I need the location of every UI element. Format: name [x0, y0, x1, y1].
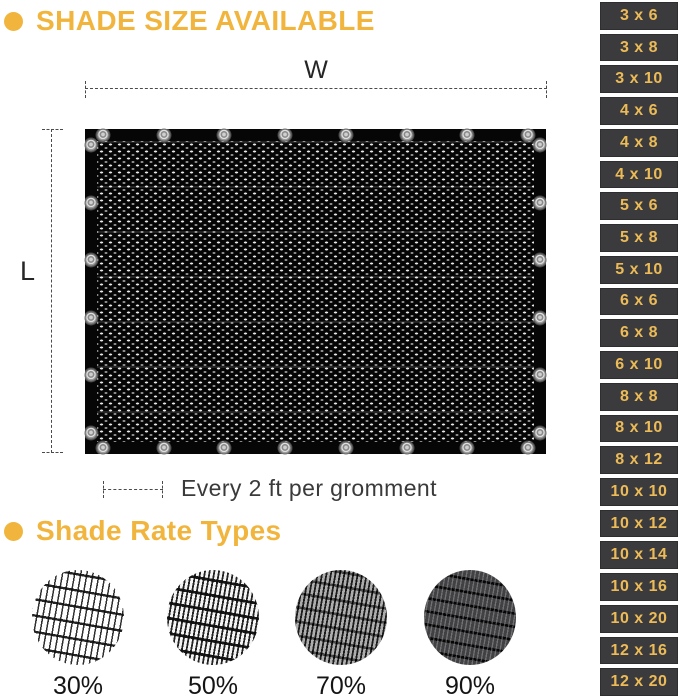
grommet-icon	[535, 255, 546, 266]
grommet-icon	[219, 130, 230, 141]
size-option: 3 x 10	[600, 65, 678, 93]
shade-rate-item-70	[295, 570, 387, 698]
size-option: 4 x 10	[600, 161, 678, 189]
grommet-icon	[86, 428, 97, 439]
size-option: 4 x 8	[600, 129, 678, 157]
grommet-icon	[535, 370, 546, 381]
bullet-icon	[4, 12, 23, 31]
grommet-icon	[86, 370, 97, 381]
grommet-spacing-bracket	[103, 481, 163, 498]
width-dimension-line	[85, 88, 547, 90]
length-dimension-label: L	[20, 256, 36, 286]
width-dimension-label: W	[304, 56, 328, 84]
grommet-icon	[462, 130, 473, 141]
size-option: 8 x 8	[600, 383, 678, 411]
grommet-icon	[98, 443, 109, 454]
size-option: 8 x 10	[600, 415, 678, 443]
bullet-icon	[4, 522, 23, 541]
grommet-icon	[98, 130, 109, 141]
size-option: 5 x 6	[600, 192, 678, 220]
grommet-icon	[462, 443, 473, 454]
shade-net-diagram	[85, 129, 546, 454]
grommet-icon	[535, 197, 546, 208]
grommet-icon	[219, 443, 230, 454]
grommet-icon	[158, 443, 169, 454]
shade-rate-item-90	[424, 570, 516, 698]
size-option: 4 x 6	[600, 97, 678, 125]
grommet-icon	[86, 312, 97, 323]
grommet-icon	[280, 443, 291, 454]
size-option: 10 x 16	[600, 573, 678, 601]
size-option: 6 x 6	[600, 288, 678, 316]
shade-rate-title: Shade Rate Types	[36, 515, 282, 546]
mesh-sample-50-icon	[167, 570, 259, 665]
grommet-icon	[401, 443, 412, 454]
grommet-icon	[522, 130, 533, 141]
mesh-sample-30-icon	[32, 570, 124, 665]
mesh-sample-70-icon	[295, 570, 387, 665]
size-option: 6 x 10	[600, 351, 678, 379]
page-title: SHADE SIZE AVAILABLE	[36, 5, 375, 36]
grommet-icon	[280, 130, 291, 141]
grommet-icon	[86, 255, 97, 266]
page-title-row	[4, 5, 375, 37]
size-option: 10 x 20	[600, 605, 678, 633]
grommet-spacing-note: Every 2 ft per gromment	[181, 475, 437, 501]
mesh-sample-90-icon	[424, 570, 516, 665]
shade-rate-label: 30%	[52, 672, 104, 698]
size-option: 10 x 14	[600, 541, 678, 569]
grommet-icon	[401, 130, 412, 141]
shade-rate-label: 90%	[444, 672, 496, 698]
size-option: 5 x 10	[600, 256, 678, 284]
shade-rate-item-50	[167, 570, 259, 698]
size-option: 12 x 20	[600, 668, 678, 696]
shade-rate-title-row	[4, 515, 282, 547]
size-option: 10 x 10	[600, 478, 678, 506]
grommet-layer	[85, 129, 546, 454]
size-option: 8 x 12	[600, 446, 678, 474]
grommet-icon	[158, 130, 169, 141]
length-dimension-line	[51, 129, 53, 453]
grommet-icon	[86, 140, 97, 151]
shade-rate-item-30	[32, 570, 124, 698]
grommet-icon	[535, 312, 546, 323]
shade-rate-label: 50%	[187, 672, 239, 698]
size-option: 6 x 8	[600, 319, 678, 347]
grommet-icon	[340, 130, 351, 141]
grommet-icon	[535, 428, 546, 439]
size-option: 10 x 12	[600, 510, 678, 538]
size-option: 12 x 16	[600, 637, 678, 665]
grommet-icon	[535, 140, 546, 151]
size-option: 3 x 6	[600, 2, 678, 30]
grommet-icon	[86, 197, 97, 208]
grommet-icon	[522, 443, 533, 454]
size-option: 3 x 8	[600, 34, 678, 62]
size-list	[600, 0, 679, 698]
shade-rate-label: 70%	[315, 672, 367, 698]
grommet-icon	[340, 443, 351, 454]
size-option: 5 x 8	[600, 224, 678, 252]
